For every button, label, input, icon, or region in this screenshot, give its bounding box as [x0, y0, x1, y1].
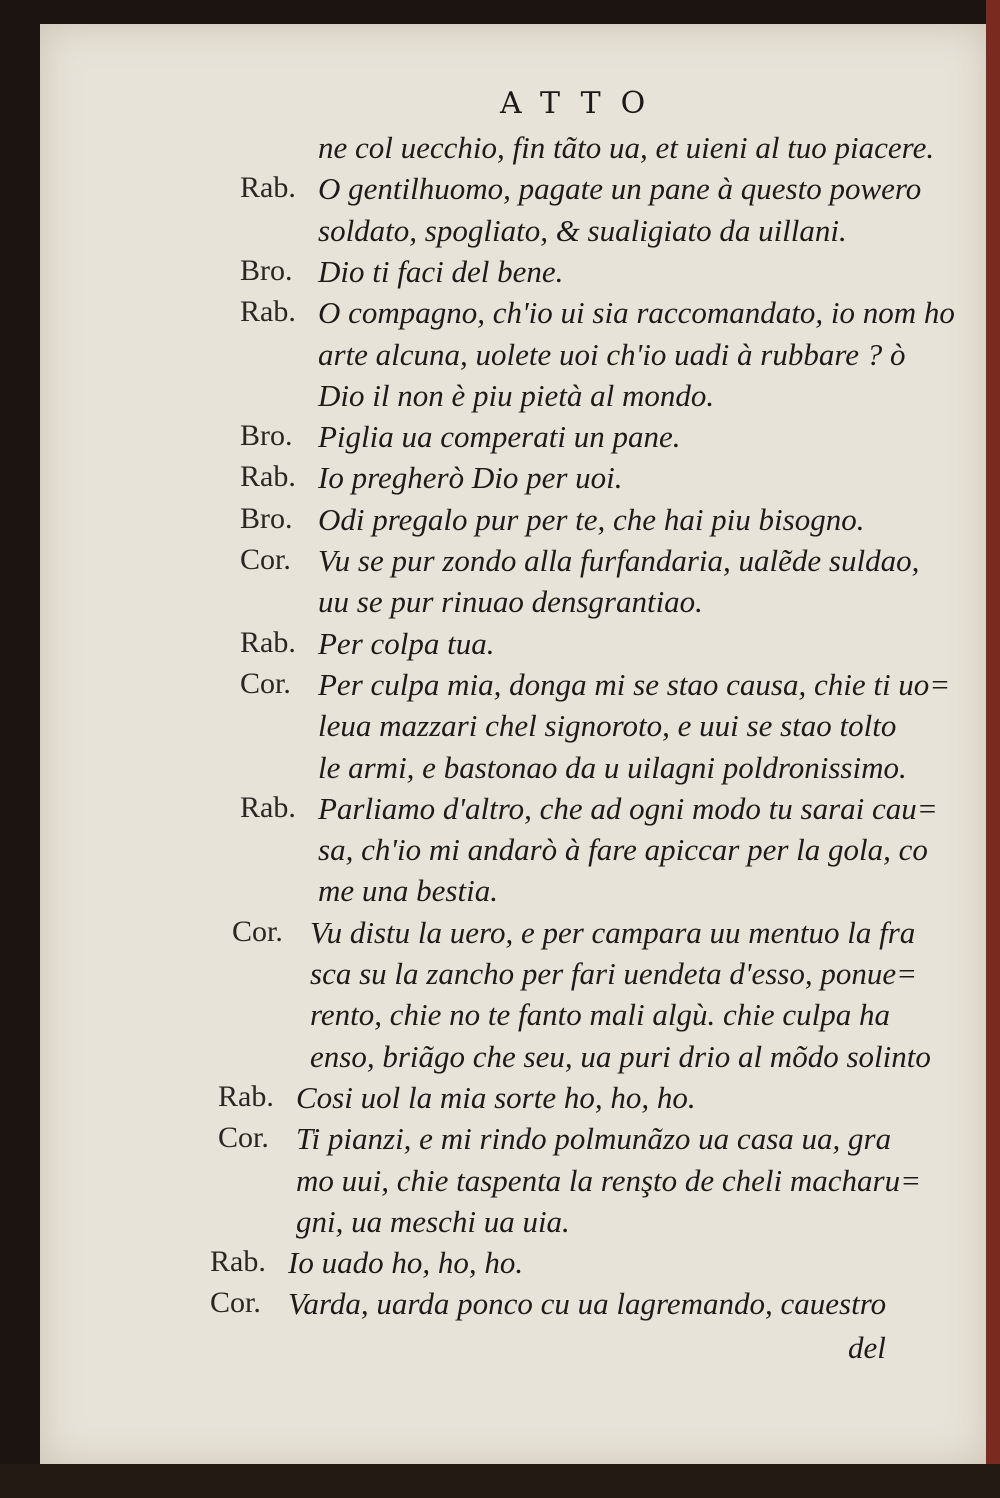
speaker-label: Rab.: [240, 460, 296, 494]
speaker-label: Rab.: [210, 1245, 266, 1279]
catchword: del: [848, 1330, 886, 1365]
text-line: arte alcuna, uolete uoi ch'io uadi à rubbare ? ò: [318, 336, 906, 372]
text-line: O gentilhuomo, pagate un pane à questo powero: [318, 171, 922, 207]
text-line: sa, ch'io mi andarò à fare apiccar per la gola, co: [318, 832, 928, 868]
text-line: me una bestia.: [318, 873, 498, 909]
text-line: Io uado ho, ho, ho.: [288, 1245, 524, 1281]
text-line: Per colpa tua.: [318, 625, 495, 661]
text-line: le armi, e bastonao da u uilagni poldronissimo.: [318, 749, 907, 785]
text-line: gni, ua meschi ua uia.: [296, 1203, 570, 1239]
text-line: Dio il non è piu pietà al mondo.: [318, 377, 715, 413]
text-line: Ti pianzi, e mi rindo polmunãzo ua casa ua, gra: [296, 1121, 892, 1157]
text-line: O compagno, ch'io ui sia raccomandato, io nom ho: [318, 295, 955, 331]
speaker-label: Cor.: [232, 914, 283, 948]
speaker-label: Cor.: [210, 1286, 261, 1320]
speaker-label: Bro.: [240, 253, 293, 287]
speaker-label: Cor.: [240, 666, 291, 700]
text-line: Piglia ua comperati un pane.: [318, 419, 681, 455]
speaker-label: Bro.: [240, 501, 293, 535]
speaker-label: Rab.: [240, 625, 296, 659]
text-line: Odi pregalo pur per te, che hai piu bisogno.: [318, 501, 865, 537]
speaker-label: Cor.: [218, 1121, 269, 1155]
speaker-label: Cor.: [240, 543, 291, 576]
text-line: Per culpa mia, donga mi se stao causa, chie ti uo=: [318, 666, 951, 702]
text-line: ne col uecchio, fin tãto ua, et uieni al tuo piacere.: [318, 130, 935, 165]
running-head: ATTO: [500, 86, 666, 121]
text-line: sca su la zancho per fari uendeta d'esso, ponue=: [310, 956, 918, 991]
speaker-label: Rab.: [240, 790, 296, 824]
book-edge: [986, 0, 1000, 1498]
text-line: rento, chie no te fanto mali algù. chie culpa ha: [310, 997, 890, 1033]
text-line: Vu se pur zondo alla furfandaria, ualẽde suldao,: [318, 543, 920, 578]
text-line: Io pregherò Dio per uoi.: [318, 460, 623, 496]
text-line: soldato, spogliato, & sualigiato da uillani.: [318, 212, 847, 248]
speaker-label: Bro.: [240, 419, 293, 453]
text-line: enso, briãgo che seu, ua puri drio al mõdo solinto: [310, 1038, 931, 1074]
text-line: mo uui, chie taspenta la renşto de cheli macharu=: [296, 1162, 922, 1198]
text-line: Varda, uarda ponco cu ua lagremando, cauestro: [288, 1286, 887, 1322]
speaker-label: Rab.: [240, 295, 296, 329]
page-shadow: [0, 1464, 1000, 1498]
text-line: Vu distu la uero, e per campara uu mentuo la fra: [310, 914, 916, 950]
speaker-label: Rab.: [218, 1079, 274, 1113]
text-line: Parliamo d'altro, che ad ogni modo tu sarai cau=: [318, 790, 938, 826]
text-line: Cosi uol la mia sorte ho, ho, ho.: [296, 1079, 696, 1115]
text-line: Dio ti faci del bene.: [318, 253, 564, 289]
text-line: uu se pur rinuao densgrantiao.: [318, 584, 703, 620]
speaker-label: Rab.: [240, 171, 296, 205]
text-line: leua mazzari chel signoroto, e uui se stao tolto: [318, 708, 897, 744]
